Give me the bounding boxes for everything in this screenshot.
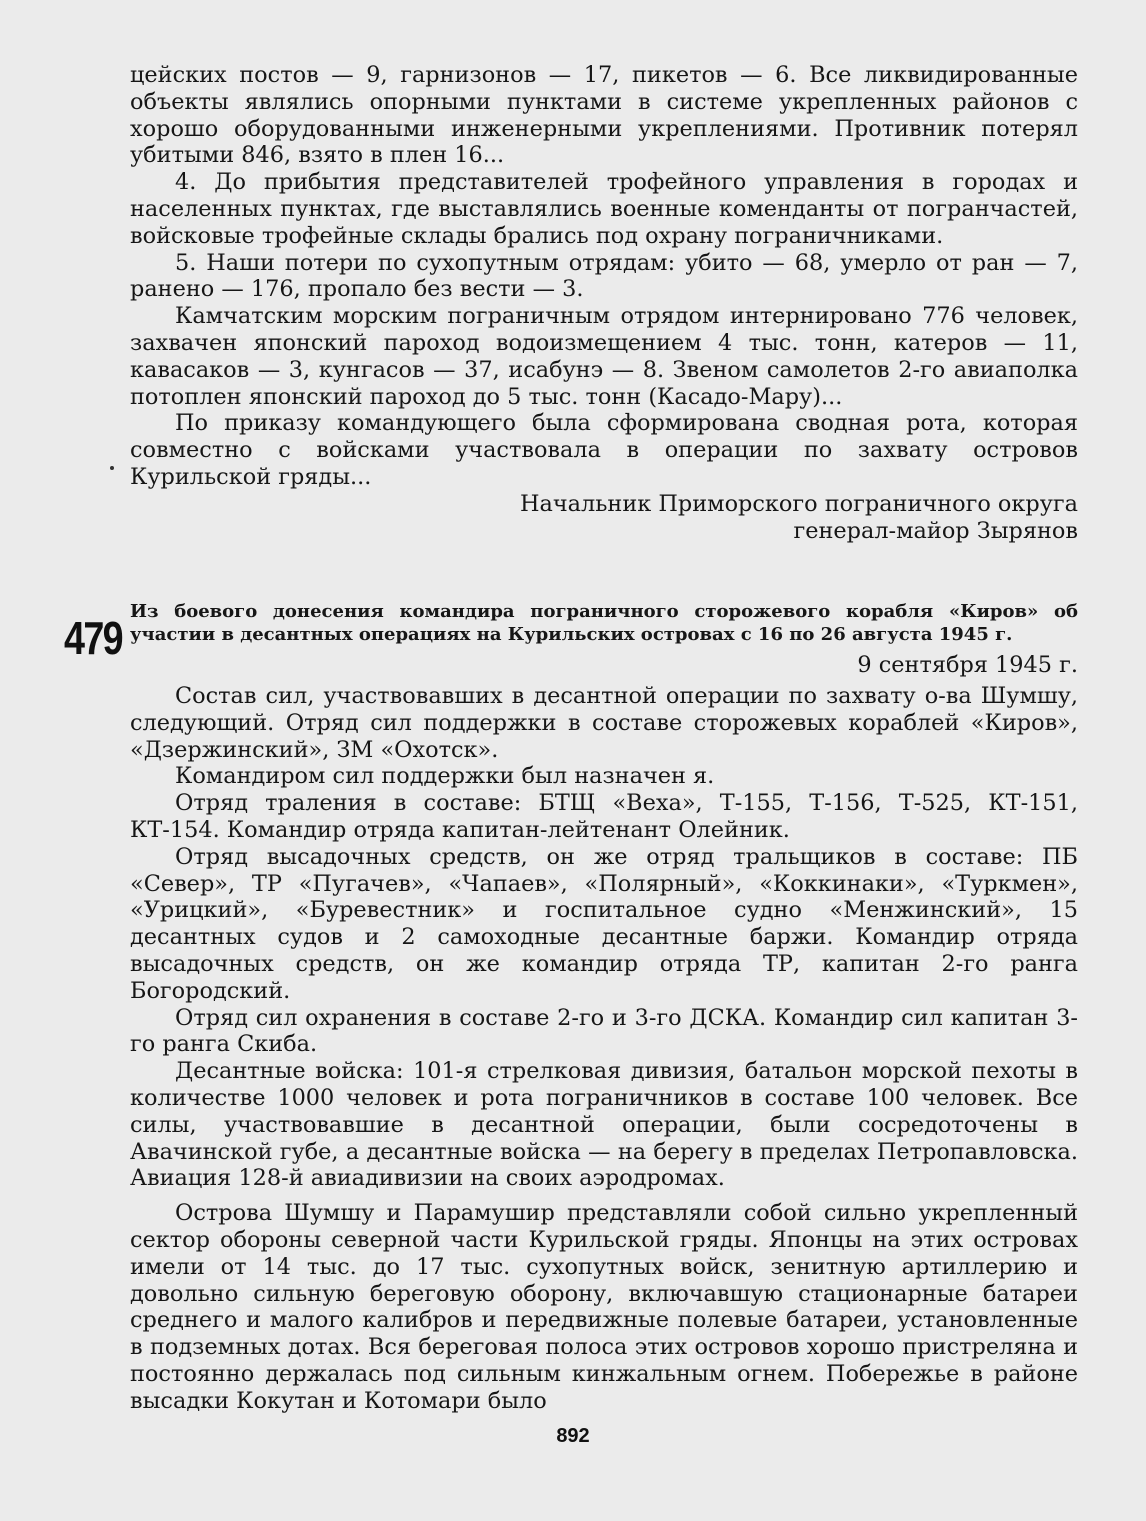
document-block: [130, 600, 1078, 1415]
signature-block: [130, 491, 1078, 545]
continuation-paragraph: цейских постов — 9, гарнизонов — 17, пикетов — 6. Все ликвидированные объекты являлись опорными пунктами в системе укрепленных районов с хорошо оборудованными инженерными укреплениями. Противник потерял убитыми 846, взято в плен 16...: [130, 62, 1078, 169]
signature-name: генерал-майор Зырянов: [793, 517, 1078, 544]
show-through-glyph: [65, 810, 114, 860]
page-number: 892: [556, 1425, 590, 1447]
body-paragraph: Отряд сил охранения в составе 2-го и 3-го ДСКА. Командир сил капитан 3-го ранга Скиба.: [130, 1004, 1078, 1058]
body-paragraph: Отряд траления в составе: БТЩ «Веха», Т-155, Т-156, Т-525, КТ-151, КТ-154. Командир отряда капитан-лейтенант Олейник.: [130, 790, 1078, 843]
print-speck: [110, 466, 114, 470]
continuation-paragraph: 4. До прибытия представителей трофейного управления в городах и населенных пунктах, где выставлялись военные коменданты от погранчастей, войсковые трофейные склады брались под охрану пограничниками.: [130, 169, 1078, 249]
show-through-mark: [65, 810, 114, 871]
continuation-paragraph: Камчатским морским пограничным отрядом интернировано 776 человек, захвачен японский пароход водоизмещением 4 тыс. тонн, катеров — 11, кавасаков — 3, кунгасов — 37, исабунэ — 8. Звеном самолетов 2-го авиаполка потоплен японский пароход до 5 тыс. тонн (Касадо-Мару)...: [130, 303, 1078, 410]
body-paragraph: Отряд высадочных средств, он же отряд тральщиков в составе: ПБ «Север», ТР «Пугачев», «Чапаев», «Полярный», «Коккинаки», «Туркмен», «Урицкий», «Буревестник» и госпитальное судно «Менжинский», 15 десантных судов и 2 самоходные десантные баржи. Командир отряда высадочных средств, он же командир отряда ТР, капитан 2-го ранга Богородский.: [130, 843, 1078, 1004]
document-date: 9 сентября 1945 г.: [857, 652, 1078, 678]
body-paragraph: Командиром сил поддержки был назначен я.: [175, 763, 715, 790]
signature-position: Начальник Приморского пограничного округа: [519, 490, 1078, 517]
document-number: 479: [64, 612, 123, 664]
continuation-block: [130, 62, 1078, 545]
body-paragraph: Острова Шумшу и Парамушир представляли собой сильно укрепленный сектор обороны северной части Курильской гряды. Японцы на этих островах имели от 14 тыс. до 17 тыс. сухопутных войск, зенитную артиллерию и довольно сильную береговую оборону, включавшую стационарные батареи среднего и малого калибров и передвижные полевые батареи, установленные в подземных дотах. Вся береговая полоса этих островов хорошо пристреляна и постоянно держалась под сильным кинжальным огнем. Побережье в районе высадки Кокутан и Котомари было: [130, 1200, 1078, 1414]
document-title: Из боевого донесения командира пограничного сторожевого корабля «Киров» об участии в десантных операциях на Курильских островах с 16 по 26 августа 1945 г.: [130, 601, 1078, 645]
body-paragraph: Десантные войска: 101-я стрелковая дивизия, батальон морской пехоты в количестве 1000 человек и рота пограничников в составе 100 человек. Все силы, участвовавшие в десантной операции, были сосредоточены в Авачинской губе, а десантные войска — на берегу в пределах Петропавловска. Авиация 128-й авиадивизии на своих аэродромах.: [130, 1058, 1078, 1192]
continuation-paragraph: 5. Наши потери по сухопутным отрядам: убито — 68, умерло от ран — 7, ранено — 176, пропало без вести — 3.: [130, 249, 1078, 303]
continuation-paragraph: По приказу командующего была сформирована сводная рота, которая совместно с войсками участвовала в операции по захвату островов Курильской гряды...: [130, 410, 1078, 490]
body-paragraph: Состав сил, участвовавших в десантной операции по захвату о-ва Шумшу, следующий. Отряд сил поддержки в составе сторожевых кораблей «Киров», «Дзержинский», ЗМ «Охотск».: [130, 683, 1078, 763]
